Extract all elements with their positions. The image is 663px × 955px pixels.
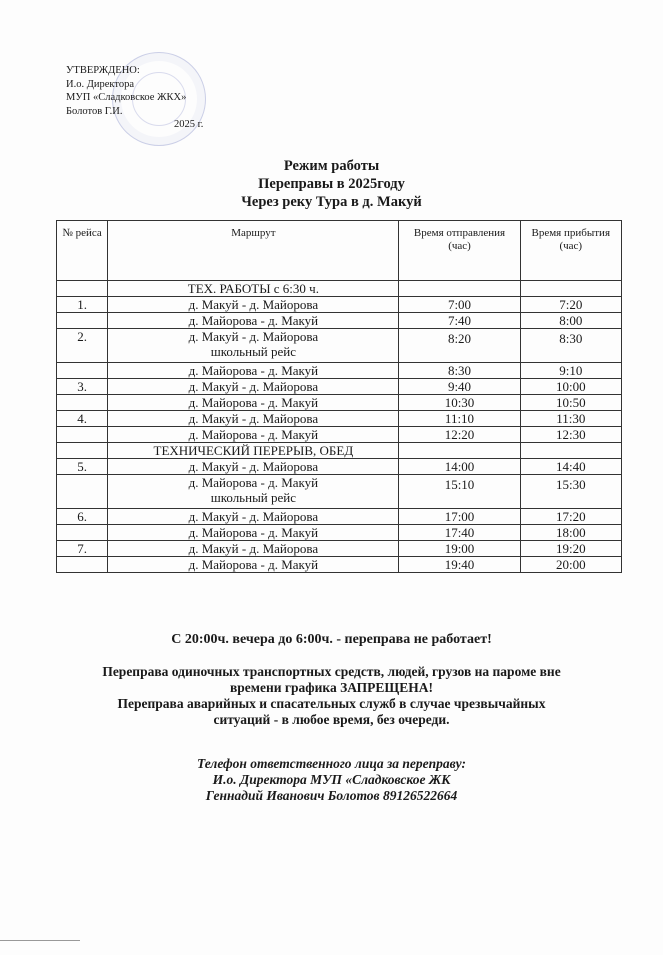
table-row <box>57 459 622 475</box>
rule-line-4: ситуаций - в любое время, без очереди. <box>213 712 450 727</box>
trip-number-cell: 7. <box>57 541 108 557</box>
approval-block <box>66 64 226 132</box>
arrival-cell: 8:30 <box>520 329 621 363</box>
route-cell <box>108 411 399 427</box>
contact-block <box>0 756 663 804</box>
route-note: школьный рейс <box>210 490 297 505</box>
route-text: д. Майорова - д. Макуй <box>188 363 319 378</box>
title-line-1: Режим работы <box>283 158 380 174</box>
schedule-rows-morning <box>57 297 622 443</box>
trip-number-cell: 2. <box>57 329 108 363</box>
route-cell <box>108 459 399 475</box>
departure-cell: 14:00 <box>399 459 520 475</box>
header-departure: Время отправления (час) <box>399 221 520 281</box>
arrival-cell: 17:20 <box>520 509 621 525</box>
trip-number-cell: 5. <box>57 459 108 475</box>
arrival-cell: 7:20 <box>520 297 621 313</box>
table-row <box>57 509 622 525</box>
departure-cell: 10:30 <box>399 395 520 411</box>
route-cell <box>108 363 399 379</box>
trip-number-cell <box>57 475 108 509</box>
route-cell <box>108 395 399 411</box>
route-text: д. Майорова - д. Макуй <box>188 395 319 410</box>
rule-line-1: Переправа одиночных транспортных средств, людей, грузов на пароме вне <box>102 664 561 679</box>
tech-works-dep-cell <box>399 281 520 297</box>
approval-heading: УТВЕРЖДЕНО: <box>66 65 140 76</box>
route-cell <box>108 541 399 557</box>
route-text: д. Майорова - д. Макуй <box>188 525 319 540</box>
departure-cell: 17:40 <box>399 525 520 541</box>
header-route: Маршрут <box>108 221 399 281</box>
table-row <box>57 395 622 411</box>
route-text: д. Макуй - д. Майорова <box>188 411 319 426</box>
route-note: школьный рейс <box>210 344 297 359</box>
table-row <box>57 329 622 363</box>
route-cell <box>108 313 399 329</box>
departure-cell: 19:00 <box>399 541 520 557</box>
tech-works-num-cell <box>57 281 108 297</box>
route-text: д. Макуй - д. Майорова <box>188 329 319 344</box>
route-cell <box>108 379 399 395</box>
arrival-cell: 15:30 <box>520 475 621 509</box>
table-row <box>57 475 622 509</box>
arrival-cell: 9:10 <box>520 363 621 379</box>
departure-cell: 7:00 <box>399 297 520 313</box>
route-text: д. Майорова - д. Макуй <box>188 427 319 442</box>
trip-number-cell <box>57 313 108 329</box>
route-cell <box>108 427 399 443</box>
tech-works-label: ТЕХ. РАБОТЫ с 6:30 ч. <box>108 281 399 297</box>
arrival-cell: 10:00 <box>520 379 621 395</box>
route-text: д. Майорова - д. Макуй <box>188 475 319 490</box>
table-row <box>57 379 622 395</box>
route-cell <box>108 297 399 313</box>
table-row <box>57 541 622 557</box>
break-arr-cell <box>520 443 621 459</box>
departure-cell: 8:30 <box>399 363 520 379</box>
departure-cell: 7:40 <box>399 313 520 329</box>
title-line-3: Через реку Тура в д. Макуй <box>241 194 422 210</box>
departure-cell: 12:20 <box>399 427 520 443</box>
route-cell <box>108 329 399 363</box>
header-arrival: Время прибытия (час) <box>520 221 621 281</box>
title-line-2: Переправы в 2025году <box>258 176 405 192</box>
arrival-cell: 10:50 <box>520 395 621 411</box>
departure-cell: 15:10 <box>399 475 520 509</box>
table-row <box>57 427 622 443</box>
approval-organization: МУП «Сладковское ЖКХ» <box>66 92 187 103</box>
break-num-cell <box>57 443 108 459</box>
trip-number-cell: 3. <box>57 379 108 395</box>
trip-number-cell: 6. <box>57 509 108 525</box>
route-text: д. Майорова - д. Макуй <box>188 557 319 572</box>
contact-line-3: Геннадий Иванович Болотов 89126522664 <box>205 788 458 803</box>
table-row <box>57 557 622 573</box>
document-title <box>0 157 663 211</box>
route-text: д. Макуй - д. Майорова <box>188 297 319 312</box>
route-cell <box>108 525 399 541</box>
arrival-cell: 8:00 <box>520 313 621 329</box>
rules-block <box>0 664 663 728</box>
schedule-table <box>56 220 622 573</box>
trip-number-cell <box>57 525 108 541</box>
trip-number-cell <box>57 363 108 379</box>
table-row <box>57 411 622 427</box>
route-text: д. Макуй - д. Майорова <box>188 459 319 474</box>
approval-year: 2025 г. <box>174 119 204 130</box>
route-cell <box>108 475 399 509</box>
departure-cell: 17:00 <box>399 509 520 525</box>
rule-line-3: Переправа аварийных и спасательных служб в случае чрезвычайных <box>117 696 546 711</box>
break-dep-cell <box>399 443 520 459</box>
arrival-cell: 11:30 <box>520 411 621 427</box>
tech-works-arr-cell <box>520 281 621 297</box>
departure-cell: 11:10 <box>399 411 520 427</box>
trip-number-cell: 4. <box>57 411 108 427</box>
route-text: д. Макуй - д. Майорова <box>188 541 319 556</box>
trip-number-cell <box>57 395 108 411</box>
arrival-cell: 18:00 <box>520 525 621 541</box>
break-row <box>57 443 622 459</box>
header-trip-number: № рейса <box>57 221 108 281</box>
approval-signer: Болотов Г.И. <box>66 105 123 117</box>
rule-line-2: времени графика ЗАПРЕЩЕНА! <box>230 680 433 695</box>
arrival-cell: 14:40 <box>520 459 621 475</box>
table-row <box>57 297 622 313</box>
table-row <box>57 313 622 329</box>
trip-number-cell: 1. <box>57 297 108 313</box>
table-header-row <box>57 221 622 281</box>
break-label: ТЕХНИЧЕСКИЙ ПЕРЕРЫВ, ОБЕД <box>108 443 399 459</box>
arrival-cell: 19:20 <box>520 541 621 557</box>
departure-cell: 8:20 <box>399 329 520 363</box>
closed-notice: С 20:00ч. вечера до 6:00ч. - переправа не работает! <box>171 632 492 647</box>
table-row <box>57 363 622 379</box>
departure-cell: 9:40 <box>399 379 520 395</box>
route-cell <box>108 557 399 573</box>
approval-position: И.о. Директора <box>66 78 134 90</box>
schedule-rows-afternoon <box>57 459 622 573</box>
route-text: д. Макуй - д. Майорова <box>188 509 319 524</box>
tech-works-row <box>57 281 622 297</box>
route-text: д. Майорова - д. Макуй <box>188 313 319 328</box>
arrival-cell: 12:30 <box>520 427 621 443</box>
table-row <box>57 525 622 541</box>
departure-cell: 19:40 <box>399 557 520 573</box>
trip-number-cell <box>57 427 108 443</box>
trip-number-cell <box>57 557 108 573</box>
contact-line-2: И.о. Директора МУП «Сладковское ЖК <box>212 772 451 787</box>
contact-line-1: Телефон ответственного лица за переправу: <box>197 756 466 771</box>
route-cell <box>108 509 399 525</box>
route-text: д. Макуй - д. Майорова <box>188 379 319 394</box>
arrival-cell: 20:00 <box>520 557 621 573</box>
scan-edge-line <box>0 940 80 941</box>
